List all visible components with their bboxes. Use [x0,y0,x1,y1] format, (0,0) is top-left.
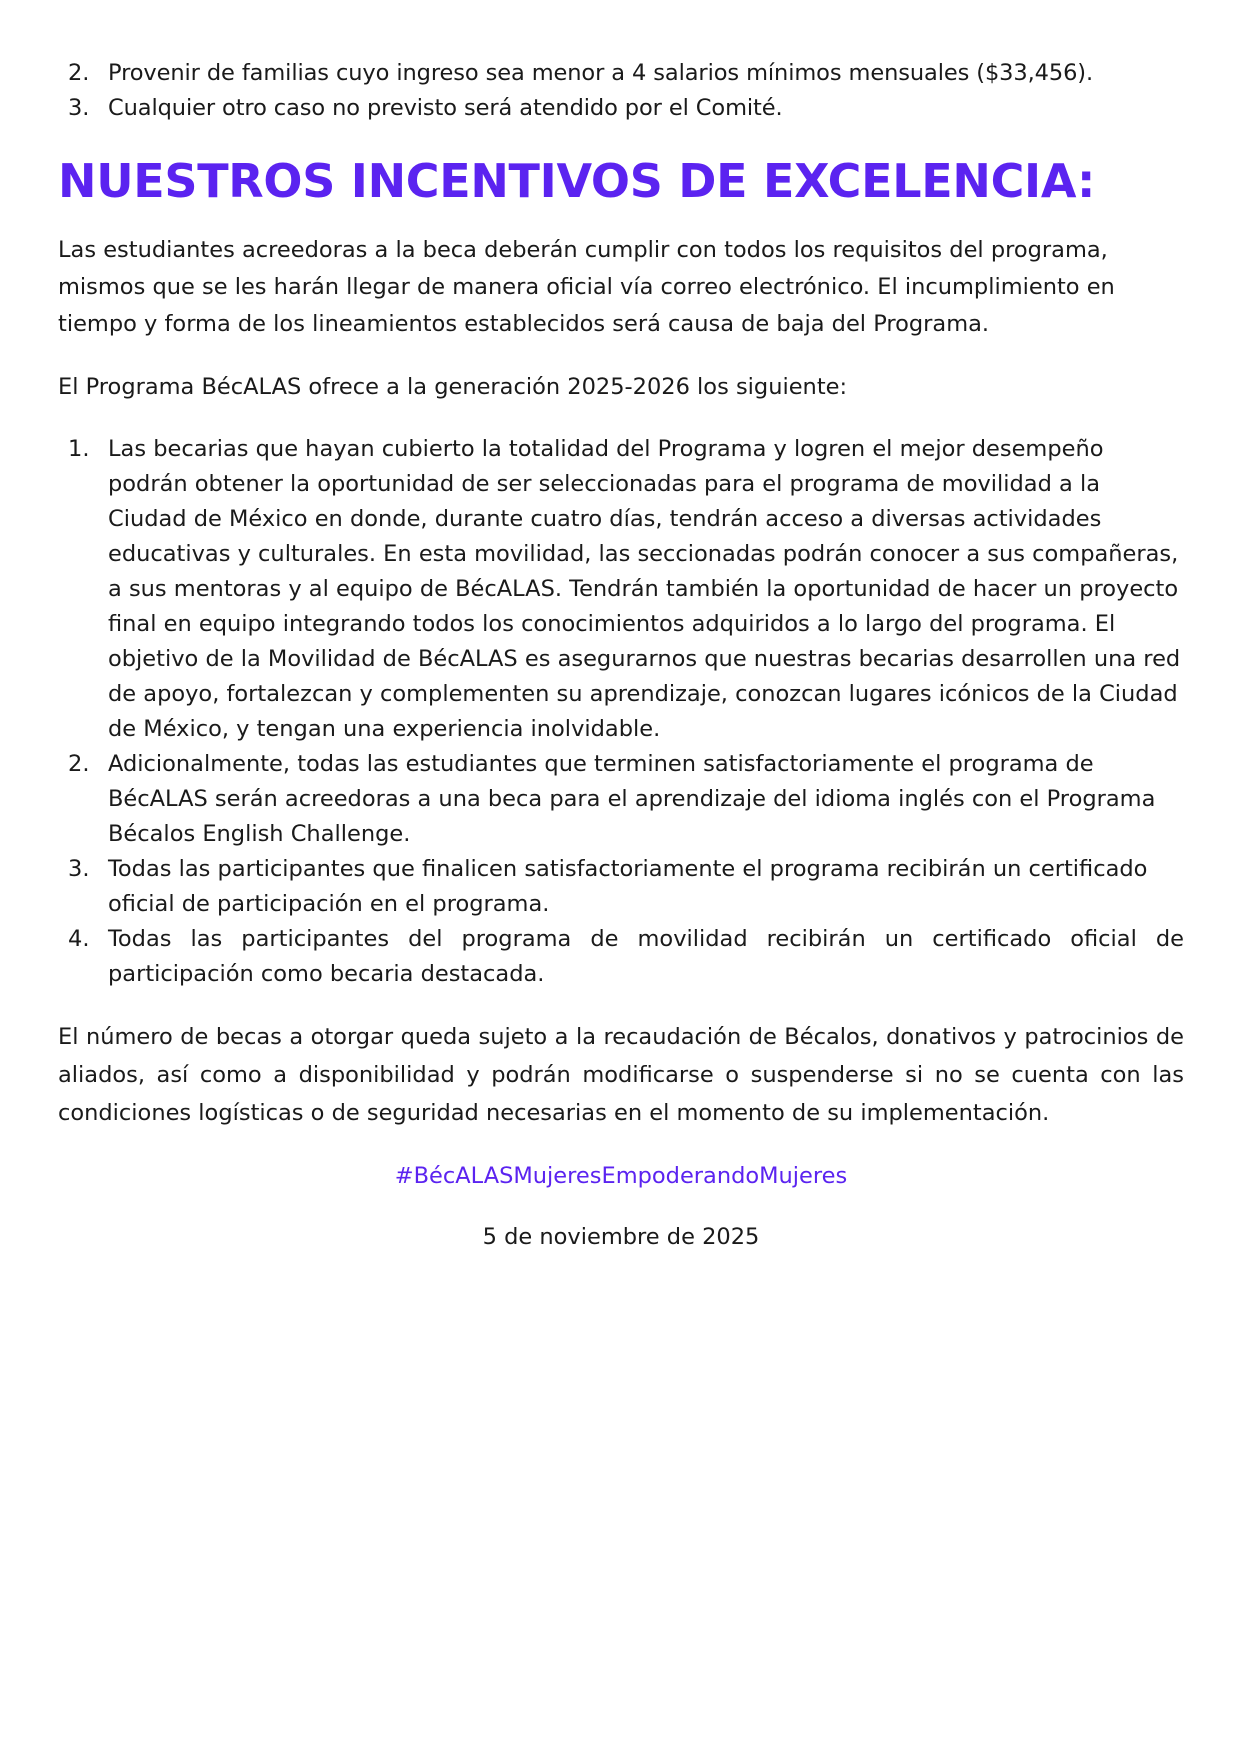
list-item-text: Provenir de familias cuyo ingreso sea menor a 4 salarios mínimos mensuales ($33,456). [108,60,1094,86]
list-item-text: Todas las participantes del programa de movilidad recibirán un certificado oficial de participación como becaria destacada. [108,926,1184,987]
list-item-number: 1. [68,436,90,462]
list-item [58,91,1184,126]
list-item-text: Todas las participantes que finalicen satisfactoriamente el programa recibirán un certificado oficial de participación en el programa. [108,856,1148,917]
list-item-text: Las becarias que hayan cubierto la totalidad del Programa y logren el mejor desempeño podrán obtener la oportunidad de ser seleccionadas para el programa de movilidad a la Ciudad de México en donde, durante cuatro días, tendrán acceso a diversas actividades educativas y culturales. En esta movilidad, las seccionadas podrán conocer a sus compañeras, a sus mentoras y al equipo de BécALAS. Tendrán también la oportunidad de hacer un proyecto final en equipo integrando todos los conocimientos adquiridos a lo largo del programa. El objetivo de la Movilidad de BécALAS es asegurarnos que nuestras becarias desarrollen una red de apoyo, fortalezcan y complementen su aprendizaje, conozcan lugares icónicos de la Ciudad de México, y tengan una experiencia inolvidable. [108,436,1181,742]
list-item [58,56,1184,91]
list-item [58,852,1184,922]
hashtag: #BécALASMujeresEmpoderandoMujeres [394,1163,848,1189]
intro-paragraph: Las estudiantes acreedoras a la beca deberán cumplir con todos los requisitos del programa, mismos que se les harán llegar de manera oficial vía correo electrónico. El incumplimiento en tiempo y forma de los lineamientos establecidos será causa de baja del Programa. [58,237,1115,337]
offer-paragraph: El Programa BécALAS ofrece a la generación 2025-2026 los siguiente: [58,374,848,400]
list-item [58,432,1184,747]
requirements-list-continued [58,56,1184,126]
list-item-number: 3. [68,856,90,882]
section-heading: NUESTROS INCENTIVOS DE EXCELENCIA: [58,154,1096,208]
document-date: 5 de noviembre de 2025 [482,1224,760,1250]
list-item-text: Adicionalmente, todas las estudiantes que terminen satisfactoriamente el programa de BécALAS serán acreedoras a una beca para el aprendizaje del idioma inglés con el Programa Bécalos English Challenge. [108,751,1156,847]
list-item-number: 2. [68,60,90,86]
document-content [58,56,1184,1256]
list-item [58,922,1184,992]
list-item [58,747,1184,852]
list-item-text: Cualquier otro caso no previsto será atendido por el Comité. [108,95,783,121]
list-item-number: 4. [68,926,90,952]
closing-paragraph: El número de becas a otorgar queda sujeto a la recaudación de Bécalos, donativos y patrocinios de aliados, así como a disponibilidad y podrán modificarse o suspenderse si no se cuenta con las condiciones logísticas o de seguridad necesarias en el momento de su implementación. [58,1024,1184,1126]
incentives-list [58,432,1184,992]
list-item-number: 2. [68,751,90,777]
list-item-number: 3. [68,95,90,121]
